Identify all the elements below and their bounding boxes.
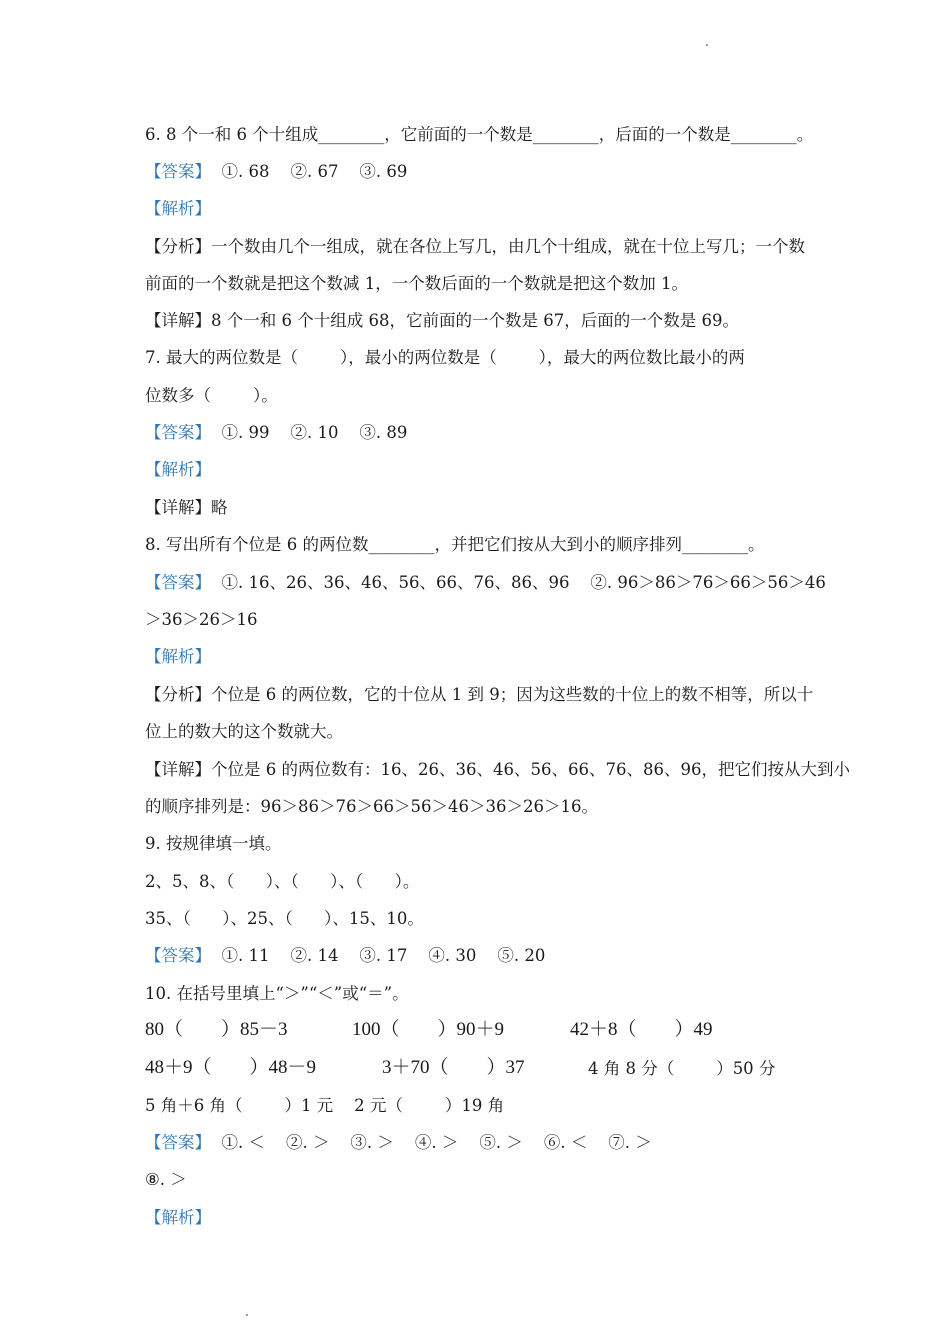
q6-analysis-line	[145, 236, 825, 258]
detail-tag: 【详解】	[145, 498, 211, 517]
q8-analysis-2: 位上的数大的这个数就大。	[145, 722, 343, 741]
q6-analysis-1: 一个数由几个一组成，就在各位上写几，由几个十组成，就在十位上写几；一个数	[211, 237, 805, 256]
answer-tag: 【答案】	[145, 1133, 211, 1152]
q8-analysis-line	[145, 684, 825, 706]
answer-tag: 【答案】	[145, 573, 211, 592]
q9-question: 9. 按规律填一填。	[145, 834, 282, 853]
q7-jiexi-tag: 【解析】	[145, 460, 211, 479]
q8-detail-2: 的顺序排列是：96＞86＞76＞66＞56＞46＞36＞26＞16。	[145, 797, 598, 816]
analysis-tag: 【分析】	[145, 685, 211, 704]
q6-answer: ①. 68 ②. 67 ③. 69	[211, 162, 408, 181]
q8-answer-2: ＞36＞26＞16	[145, 610, 258, 629]
q9-line-2: 35、（ ）、25、（ ）、15、10。	[145, 909, 424, 928]
answer-tag: 【答案】	[145, 946, 211, 965]
q8-question: 8. 写出所有个位是 6 的两位数________，并把它们按从大到小的顺序排列________。	[145, 535, 765, 554]
q10-row-3: 5 角＋6 角（ ）1 元 2 元（ ）19 角	[145, 1096, 505, 1115]
q10-jiexi-tag: 【解析】	[145, 1208, 211, 1227]
q7-question-1: 7. 最大的两位数是（ ），最小的两位数是（ ），最大的两位数比最小的两	[145, 348, 745, 367]
q8-answer-line	[145, 572, 825, 594]
q6-detail: 8 个一和 6 个十组成 68，它前面的一个数是 67，后面的一个数是 69。	[211, 311, 739, 330]
answer-tag: 【答案】	[145, 162, 211, 181]
q10-question: 10. 在括号里填上“＞”“＜”或“＝”。	[145, 984, 409, 1003]
page-mark	[246, 1314, 248, 1316]
analysis-tag: 【分析】	[145, 237, 211, 256]
detail-tag: 【详解】	[145, 760, 211, 779]
q9-answer: ①. 11 ②. 14 ③. 17 ④. 30 ⑤. 20	[211, 946, 546, 965]
q8-jiexi-tag: 【解析】	[145, 647, 211, 666]
q7-answer: ①. 99 ②. 10 ③. 89	[211, 423, 408, 442]
q10-row-1b: 100（ ）90＋9	[352, 1019, 505, 1040]
q6-question: 6. 8 个一和 6 个十组成________，它前面的一个数是________，后面的一个数是________。	[145, 125, 814, 144]
answer-tag: 【答案】	[145, 423, 211, 442]
q6-analysis-2: 前面的一个数就是把这个数减 1，一个数后面的一个数就是把这个数加 1。	[145, 274, 688, 293]
q9-line-1: 2、5、8、（ ）、（ ）、（ ）。	[145, 872, 420, 891]
q8-detail-line	[145, 759, 850, 781]
q8-analysis-1: 个位是 6 的两位数，它的十位从 1 到 9；因为这些数的十位上的数不相等，所以十	[211, 685, 814, 704]
page-mark	[706, 44, 708, 46]
q6-detail-line	[145, 310, 825, 332]
q8-detail-1: 个位是 6 的两位数有：16、26、36、46、56、66、76、86、96，把它们按从大到小	[211, 760, 850, 779]
q10-row-1a: 80（ ）85－3	[145, 1019, 288, 1040]
q10-answer-2: ⑧. ＞	[145, 1170, 187, 1189]
q10-row-2c: 4 角 8 分（ ）50 分	[588, 1059, 776, 1078]
q10-row-1c: 42＋8（ ）49	[570, 1019, 713, 1040]
q10-row-2b: 3＋70（ ）37	[382, 1057, 525, 1078]
q10-row-2a: 48＋9（ ）48－9	[145, 1057, 317, 1078]
q10-answer-1: ①. ＜ ②. ＞ ③. ＞ ④. ＞ ⑤. ＞ ⑥. ＜ ⑦. ＞	[211, 1133, 652, 1152]
q7-answer-line	[145, 422, 825, 444]
q6-answer-line	[145, 161, 825, 183]
q8-answer-1: ①. 16、26、36、46、56、66、76、86、96 ②. 96＞86＞76＞66＞56＞46	[211, 573, 826, 592]
q10-answer-line	[145, 1132, 825, 1154]
q7-detail-line	[145, 497, 825, 519]
detail-tag: 【详解】	[145, 311, 211, 330]
q9-answer-line	[145, 945, 825, 967]
q7-detail: 略	[211, 498, 228, 517]
q6-jiexi-tag: 【解析】	[145, 199, 211, 218]
q7-question-2: 位数多（ ）。	[145, 386, 278, 405]
